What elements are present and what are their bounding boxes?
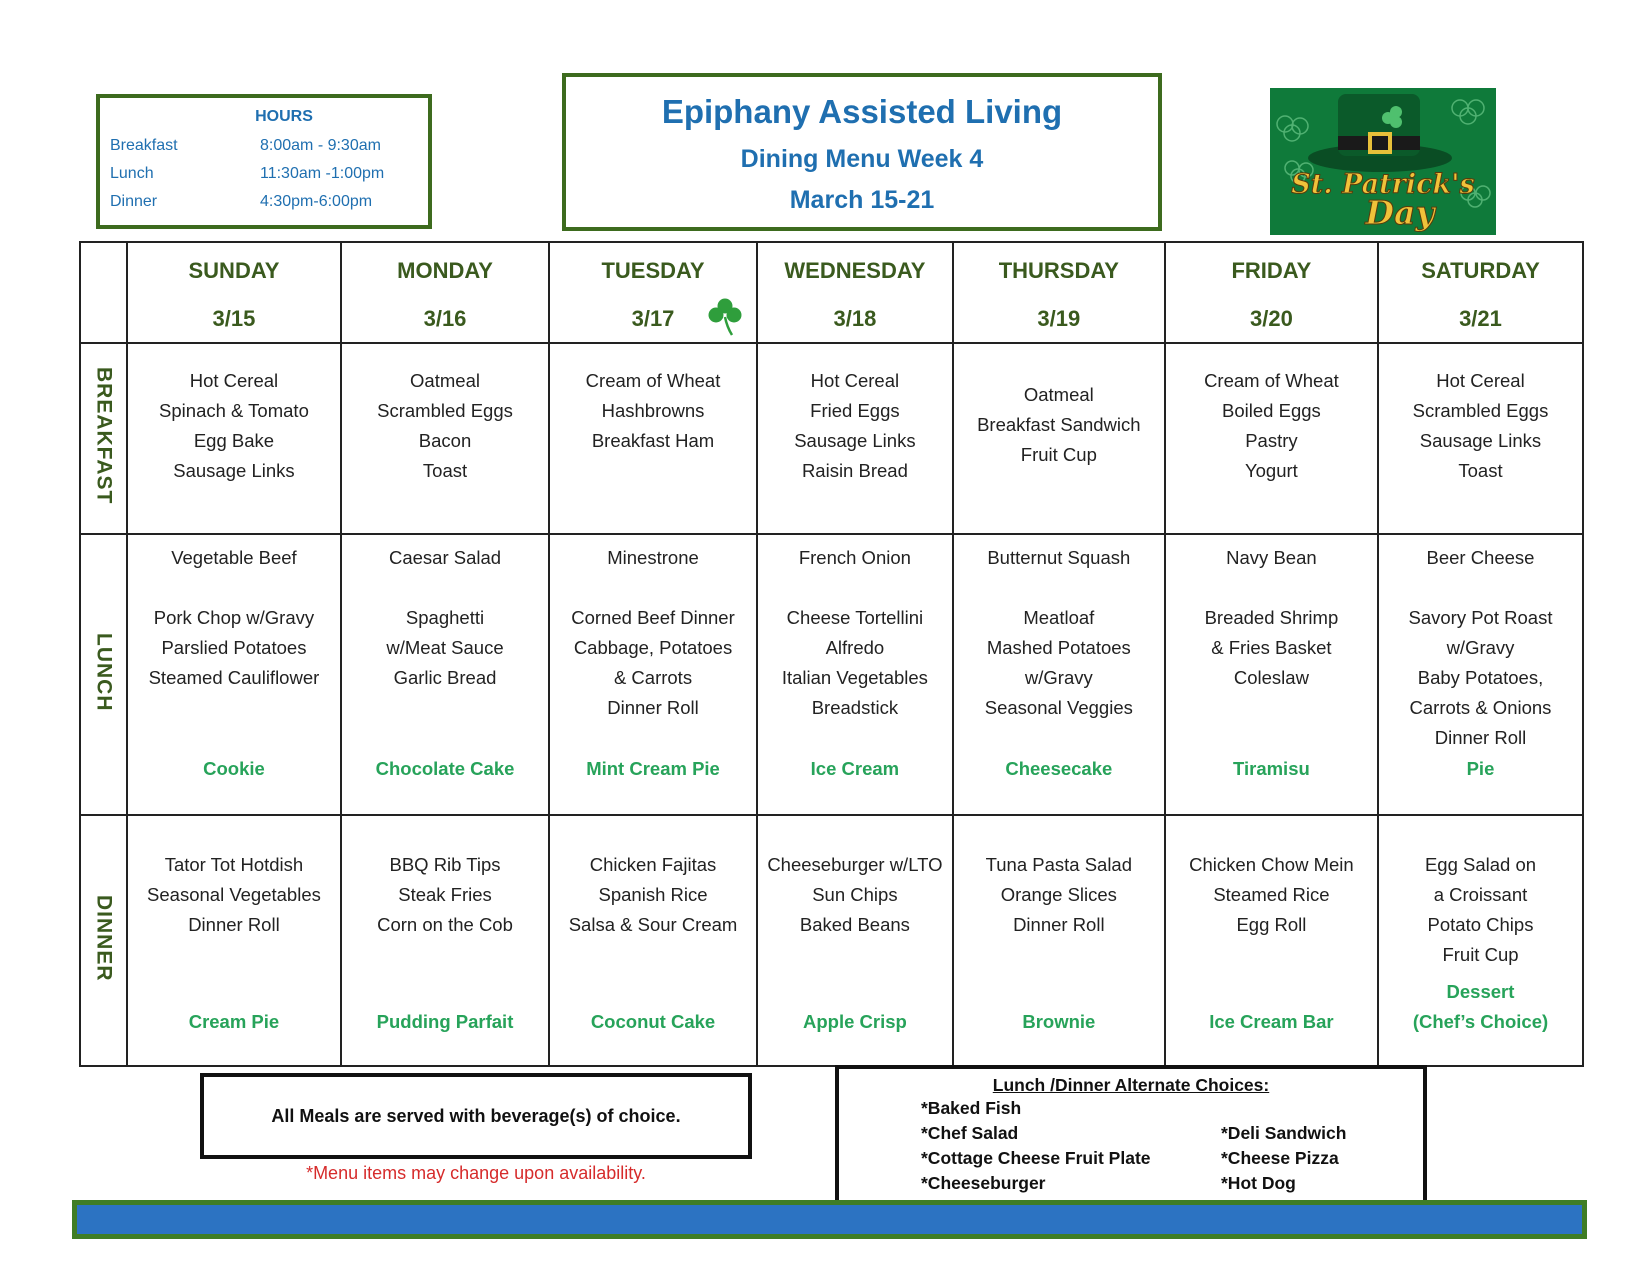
- menu-item: Orange Slices: [1000, 884, 1117, 906]
- alternate-choice: *Baked Fish: [921, 1098, 1022, 1118]
- menu-item: Tator Tot Hotdish: [164, 854, 304, 876]
- dessert-item: Ice Cream: [810, 758, 900, 780]
- page-title: Epiphany Assisted Living: [661, 93, 1063, 130]
- menu-item: Savory Pot Roast: [1408, 606, 1553, 628]
- menu-grid: [79, 241, 1584, 1067]
- menu-item: Toast: [422, 460, 468, 482]
- menu-item: Sun Chips: [812, 884, 898, 906]
- menu-item: & Fries Basket: [1211, 636, 1332, 658]
- menu-item: Sausage Links: [794, 430, 916, 452]
- menu-item: BBQ Rib Tips: [389, 854, 501, 876]
- menu-item: Hot Cereal: [189, 370, 279, 392]
- hours-meal: Breakfast: [110, 137, 178, 154]
- menu-item: Corn on the Cob: [377, 914, 513, 936]
- dinner-cell: [127, 815, 341, 1066]
- menu-item: Beer Cheese: [1426, 546, 1535, 568]
- footer-bar: [72, 1200, 1587, 1239]
- menu-item: Steamed Cauliflower: [148, 666, 320, 688]
- top-hat-shamrock-icon: [1270, 88, 1496, 235]
- menu-item: [758, 573, 952, 603]
- menu-item: Carrots & Onions: [1409, 696, 1552, 718]
- menu-item: Breakfast Ham: [591, 430, 715, 452]
- menu-item: [128, 573, 340, 603]
- dessert-item: Cookie: [203, 758, 265, 780]
- menu-item: Sausage Links: [1419, 430, 1542, 452]
- day-header-wednesday: [757, 242, 953, 343]
- lunch-cell: [341, 534, 549, 816]
- dessert-item: Dessert: [1446, 981, 1515, 1002]
- hours-row-dinner: [110, 188, 418, 216]
- day-header-saturday: [1378, 242, 1583, 343]
- page-dates: March 15-21: [789, 186, 935, 214]
- day-date: 3/18: [833, 306, 877, 331]
- beverage-note: All Meals are served with beverage(s) of choice.: [271, 1106, 681, 1126]
- menu-item: Fruit Cup: [1020, 444, 1097, 466]
- menu-item: [954, 573, 1164, 603]
- day-header-monday: [341, 242, 549, 343]
- logo-text: St. Patrick's: [1291, 169, 1475, 200]
- menu-item: Breakfast Sandwich: [977, 414, 1141, 436]
- menu-item: Breaded Shrimp: [1204, 606, 1339, 628]
- hours-row-lunch: [110, 160, 418, 188]
- lunch-cell: [127, 534, 341, 816]
- menu-item: Salsa & Sour Cream: [568, 914, 738, 936]
- alternate-choice: *Hot Dog: [1221, 1173, 1296, 1193]
- dinner-cell: [1378, 815, 1583, 1066]
- dessert-item: Pudding Parfait: [376, 1011, 514, 1032]
- breakfast-cell: [127, 343, 341, 533]
- beverage-note-box: [200, 1073, 752, 1159]
- lunch-cell: [549, 534, 757, 816]
- menu-item: Baby Potatoes,: [1417, 666, 1544, 688]
- menu-item: & Carrots: [613, 666, 693, 688]
- menu-item: Seasonal Vegetables: [147, 884, 321, 906]
- day-header-sunday: [127, 242, 341, 343]
- menu-item: Fried Eggs: [810, 400, 900, 422]
- menu-item: Egg Bake: [193, 430, 275, 452]
- menu-item: Mashed Potatoes: [986, 636, 1131, 658]
- menu-item: Pork Chop w/Gravy: [153, 606, 315, 628]
- menu-item: [550, 573, 756, 603]
- menu-item: Spaghetti: [405, 606, 485, 628]
- day-date: 3/16: [423, 306, 467, 331]
- menu-item: Potato Chips: [1427, 914, 1534, 936]
- menu-item: Dinner Roll: [1013, 914, 1105, 936]
- row-label-text: DINNER: [92, 894, 116, 982]
- menu-item: Spinach & Tomato: [159, 400, 309, 422]
- menu-item: [1379, 573, 1582, 603]
- menu-item: Oatmeal: [1023, 384, 1094, 406]
- dessert-item: Pie: [1466, 758, 1495, 780]
- menu-item: Scrambled Eggs: [1412, 400, 1549, 422]
- days-header-row: [80, 242, 1583, 343]
- menu-table: [79, 241, 1584, 1067]
- menu-item: a Croissant: [1433, 884, 1528, 906]
- day-date: 3/20: [1250, 306, 1293, 331]
- breakfast-cell: [1165, 343, 1378, 533]
- day-name: THURSDAY: [998, 258, 1119, 283]
- menu-item: Breadstick: [811, 696, 899, 718]
- row-label-lunch: [80, 534, 127, 816]
- day-date: 3/21: [1459, 306, 1502, 331]
- menu-item: Bacon: [418, 430, 472, 452]
- menu-item: Hot Cereal: [1436, 370, 1525, 392]
- dinner-cell: [953, 815, 1165, 1066]
- dinner-cell: [341, 815, 549, 1066]
- menu-item: Meatloaf: [1023, 606, 1095, 628]
- hours-time: 4:30pm-6:00pm: [260, 193, 373, 210]
- menu-item: Steamed Rice: [1213, 884, 1330, 906]
- menu-item: Seasonal Veggies: [984, 696, 1133, 718]
- row-label-breakfast: [80, 343, 127, 533]
- menu-item: Coleslaw: [1233, 666, 1309, 688]
- alternate-choice: *Cottage Cheese Fruit Plate: [921, 1148, 1151, 1168]
- menu-item: Fruit Cup: [1442, 944, 1519, 966]
- menu-item: Cream of Wheat: [1204, 370, 1339, 392]
- menu-item: Caesar Salad: [388, 546, 502, 568]
- menu-item: Chicken Chow Mein: [1189, 854, 1354, 876]
- lunch-cell: [1165, 534, 1378, 816]
- menu-item: Cabbage, Potatoes: [573, 636, 733, 658]
- menu-item: Egg Roll: [1236, 914, 1307, 936]
- row-label-dinner: [80, 815, 127, 1066]
- day-date: 3/17: [631, 306, 675, 331]
- dessert-item: Ice Cream Bar: [1209, 1011, 1334, 1032]
- day-header-friday: [1165, 242, 1378, 343]
- day-date: 3/19: [1037, 306, 1081, 331]
- menu-item: French Onion: [798, 546, 911, 568]
- dessert-item: Chocolate Cake: [375, 758, 515, 780]
- menu-item: Cream of Wheat: [585, 370, 721, 392]
- menu-item: Yogurt: [1245, 460, 1298, 482]
- menu-item: Sausage Links: [173, 460, 295, 482]
- hours-time: 11:30am -1:00pm: [260, 165, 385, 182]
- logo-text: Day: [1365, 193, 1435, 232]
- alternate-choices-left: [921, 1096, 1221, 1196]
- breakfast-cell: [757, 343, 953, 533]
- dessert-item: Brownie: [1022, 1011, 1096, 1032]
- menu-item: Hot Cereal: [810, 370, 900, 392]
- dessert-item: (Chef’s Choice): [1412, 1011, 1549, 1032]
- hours-time: 8:00am - 9:30am: [260, 137, 381, 154]
- day-name: TUESDAY: [601, 258, 705, 283]
- alternate-choices-right: [1221, 1096, 1346, 1196]
- alternate-choices-box: [835, 1065, 1427, 1213]
- menu-item: Baked Beans: [799, 914, 910, 936]
- day-date: 3/15: [212, 306, 256, 331]
- menu-item: Toast: [1458, 460, 1503, 482]
- breakfast-cell: [953, 343, 1165, 533]
- corner-cell: [80, 242, 127, 343]
- day-name: SUNDAY: [188, 258, 280, 283]
- menu-item: Parslied Potatoes: [161, 636, 307, 658]
- day-name: SATURDAY: [1421, 258, 1540, 283]
- dessert-item: Apple Crisp: [802, 1011, 907, 1032]
- lunch-row: [80, 534, 1583, 816]
- menu-item: Egg Salad on: [1424, 854, 1537, 876]
- menu-item: Raisin Bread: [801, 460, 908, 482]
- day-name: MONDAY: [397, 258, 493, 283]
- menu-item: Butternut Squash: [987, 546, 1131, 568]
- menu-item: Dinner Roll: [188, 914, 280, 936]
- alternate-choice: *Cheeseburger: [921, 1173, 1046, 1193]
- menu-item: Vegetable Beef: [171, 546, 297, 568]
- hours-box: [96, 94, 432, 229]
- hours-row-breakfast: [110, 132, 418, 160]
- menu-item: w/Gravy: [1446, 636, 1515, 658]
- alternate-choice: *Cheese Pizza: [1221, 1148, 1339, 1168]
- dessert-item: Mint Cream Pie: [586, 758, 720, 780]
- menu-item: w/Meat Sauce: [386, 636, 504, 658]
- lunch-cell: [953, 534, 1165, 816]
- menu-item: Corned Beef Dinner: [571, 606, 735, 628]
- dinner-cell: [757, 815, 953, 1066]
- menu-item: Chicken Fajitas: [589, 854, 717, 876]
- menu-item: Garlic Bread: [393, 666, 497, 688]
- title-box: [562, 73, 1162, 231]
- dinner-row: [80, 815, 1583, 1066]
- hours-meal: Dinner: [110, 193, 158, 210]
- menu-item: Alfredo: [825, 636, 885, 658]
- menu-item: Oatmeal: [410, 370, 480, 392]
- menu-item: [342, 573, 548, 603]
- alternate-choice: *Deli Sandwich: [1221, 1123, 1347, 1143]
- dinner-cell: [549, 815, 757, 1066]
- lunch-cell: [1378, 534, 1583, 816]
- dessert-item: Tiramisu: [1233, 758, 1310, 780]
- hours-title: HOURS: [255, 108, 313, 125]
- st-patricks-day-logo: [1270, 88, 1496, 235]
- menu-item: Tuna Pasta Salad: [985, 854, 1133, 876]
- menu-item: Boiled Eggs: [1222, 400, 1321, 422]
- lunch-cell: [757, 534, 953, 816]
- breakfast-cell: [1378, 343, 1583, 533]
- menu-item: Italian Vegetables: [781, 666, 928, 688]
- menu-item: Dinner Roll: [1434, 726, 1527, 748]
- breakfast-row: [80, 343, 1583, 533]
- breakfast-cell: [549, 343, 757, 533]
- menu-item: Spanish Rice: [598, 884, 708, 906]
- menu-item: Navy Bean: [1226, 546, 1317, 568]
- menu-item: Hashbrowns: [601, 400, 705, 422]
- alternate-choice: *Chef Salad: [921, 1123, 1019, 1143]
- day-name: WEDNESDAY: [784, 258, 926, 283]
- availability-note: *Menu items may change upon availability.: [306, 1163, 646, 1183]
- menu-item: Steak Fries: [398, 884, 492, 906]
- menu-item: Pastry: [1245, 430, 1298, 452]
- hours-meal: Lunch: [110, 165, 154, 182]
- page-subtitle: Dining Menu Week 4: [740, 145, 984, 173]
- day-header-thursday: [953, 242, 1165, 343]
- menu-item: [1166, 573, 1377, 603]
- alternate-choices-title: Lunch /Dinner Alternate Choices:: [992, 1075, 1270, 1095]
- breakfast-cell: [341, 343, 549, 533]
- shamrock-icon: [708, 297, 742, 337]
- menu-item: Minestrone: [607, 546, 699, 568]
- day-name: FRIDAY: [1231, 258, 1312, 283]
- menu-item: Cheese Tortellini: [786, 606, 924, 628]
- menu-item: w/Gravy: [1024, 666, 1093, 688]
- dinner-cell: [1165, 815, 1378, 1066]
- dessert-item: Cream Pie: [188, 1011, 280, 1032]
- menu-item: Cheeseburger w/LTO: [767, 854, 943, 876]
- menu-item: Dinner Roll: [607, 696, 699, 718]
- row-label-text: LUNCH: [92, 632, 116, 712]
- dessert-item: Coconut Cake: [590, 1011, 716, 1032]
- menu-item: Scrambled Eggs: [377, 400, 513, 422]
- dessert-item: Cheesecake: [1005, 758, 1113, 780]
- row-label-text: BREAKFAST: [92, 367, 116, 505]
- day-header-tuesday: [549, 242, 757, 343]
